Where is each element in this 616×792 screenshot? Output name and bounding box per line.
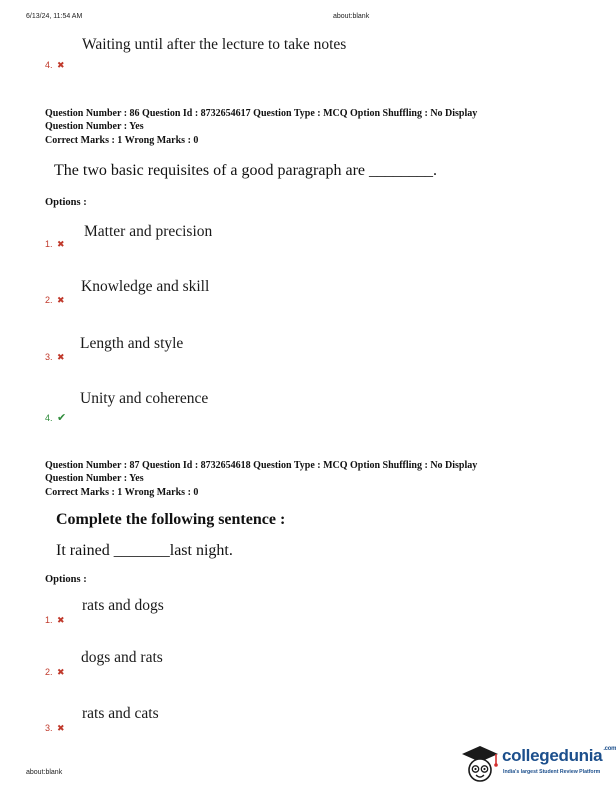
brand-tagline: India's largest Student Review Platform bbox=[503, 769, 601, 775]
prev-option-4-number bbox=[45, 60, 65, 71]
q86-meta bbox=[45, 108, 477, 148]
brand-name bbox=[502, 746, 616, 766]
q87-option-3-num: 3. bbox=[45, 723, 53, 733]
q87-meta bbox=[45, 460, 477, 500]
q87-instruction: Complete the following sentence : bbox=[56, 511, 286, 528]
q86-options-label: Options : bbox=[45, 197, 87, 208]
wrong-mark-icon: ✖ bbox=[57, 615, 65, 625]
q86-meta-line2: Question Number : Yes bbox=[45, 120, 144, 132]
q86-option-1-num: 1. bbox=[45, 239, 53, 249]
q87-option-3-number bbox=[45, 723, 65, 734]
q87-option-2-num: 2. bbox=[45, 667, 53, 677]
q87-option-1-num: 1. bbox=[45, 615, 53, 625]
wrong-mark-icon: ✖ bbox=[57, 723, 65, 733]
print-footer-url: about:blank bbox=[26, 769, 63, 776]
check-mark-icon: ✔ bbox=[57, 412, 67, 424]
q87-meta-line3: Correct Marks : 1 Wrong Marks : 0 bbox=[45, 487, 199, 498]
q87-options-label: Options : bbox=[45, 574, 87, 585]
q86-option-3-number bbox=[45, 352, 65, 363]
q86-option-3-text: Length and style bbox=[80, 335, 184, 352]
collegedunia-logo bbox=[458, 742, 616, 788]
q86-option-4-number bbox=[45, 411, 66, 424]
q86-option-4-text: Unity and coherence bbox=[80, 390, 209, 407]
print-timestamp: 6/13/24, 11:54 AM bbox=[26, 13, 83, 20]
wrong-mark-icon: ✖ bbox=[57, 239, 65, 249]
wrong-mark-icon: ✖ bbox=[57, 667, 65, 677]
q87-option-1-number bbox=[45, 615, 65, 626]
q86-option-2-number bbox=[45, 295, 65, 306]
q86-meta-line3: Correct Marks : 1 Wrong Marks : 0 bbox=[45, 135, 199, 146]
q86-option-4-num: 4. bbox=[45, 413, 53, 423]
q87-option-1-text: rats and dogs bbox=[82, 597, 164, 614]
brand-suffix: .com bbox=[603, 746, 616, 752]
q86-meta-line1: Question Number : 86 Question Id : 8732654617 Question Type : MCQ Option Shuffling : No Display bbox=[45, 108, 478, 119]
wrong-mark-icon: ✖ bbox=[57, 60, 65, 70]
wrong-mark-icon: ✖ bbox=[57, 295, 65, 305]
brand-main: collegedunia bbox=[502, 746, 603, 765]
q86-option-1-number bbox=[45, 239, 65, 250]
print-page-title: about:blank bbox=[333, 13, 370, 20]
q87-meta-line1: Question Number : 87 Question Id : 8732654618 Question Type : MCQ Option Shuffling : No Display bbox=[45, 460, 478, 471]
q86-option-2-num: 2. bbox=[45, 295, 53, 305]
wrong-mark-icon: ✖ bbox=[57, 352, 65, 362]
q87-option-2-number bbox=[45, 667, 65, 678]
q87-option-3-text: rats and cats bbox=[82, 705, 159, 722]
q86-question: The two basic requisites of a good paragraph are ________. bbox=[54, 162, 437, 179]
q86-option-2-text: Knowledge and skill bbox=[81, 278, 210, 295]
prev-option-4-num: 4. bbox=[45, 60, 53, 70]
prev-option-4-text: Waiting until after the lecture to take notes bbox=[82, 36, 347, 53]
mascot-icon bbox=[458, 742, 502, 786]
q87-option-2-text: dogs and rats bbox=[81, 649, 163, 666]
q87-meta-line2: Question Number : Yes bbox=[45, 472, 144, 484]
q87-sentence: It rained _______last night. bbox=[56, 542, 233, 559]
q86-option-1-text: Matter and precision bbox=[84, 223, 213, 240]
q86-option-3-num: 3. bbox=[45, 352, 53, 362]
